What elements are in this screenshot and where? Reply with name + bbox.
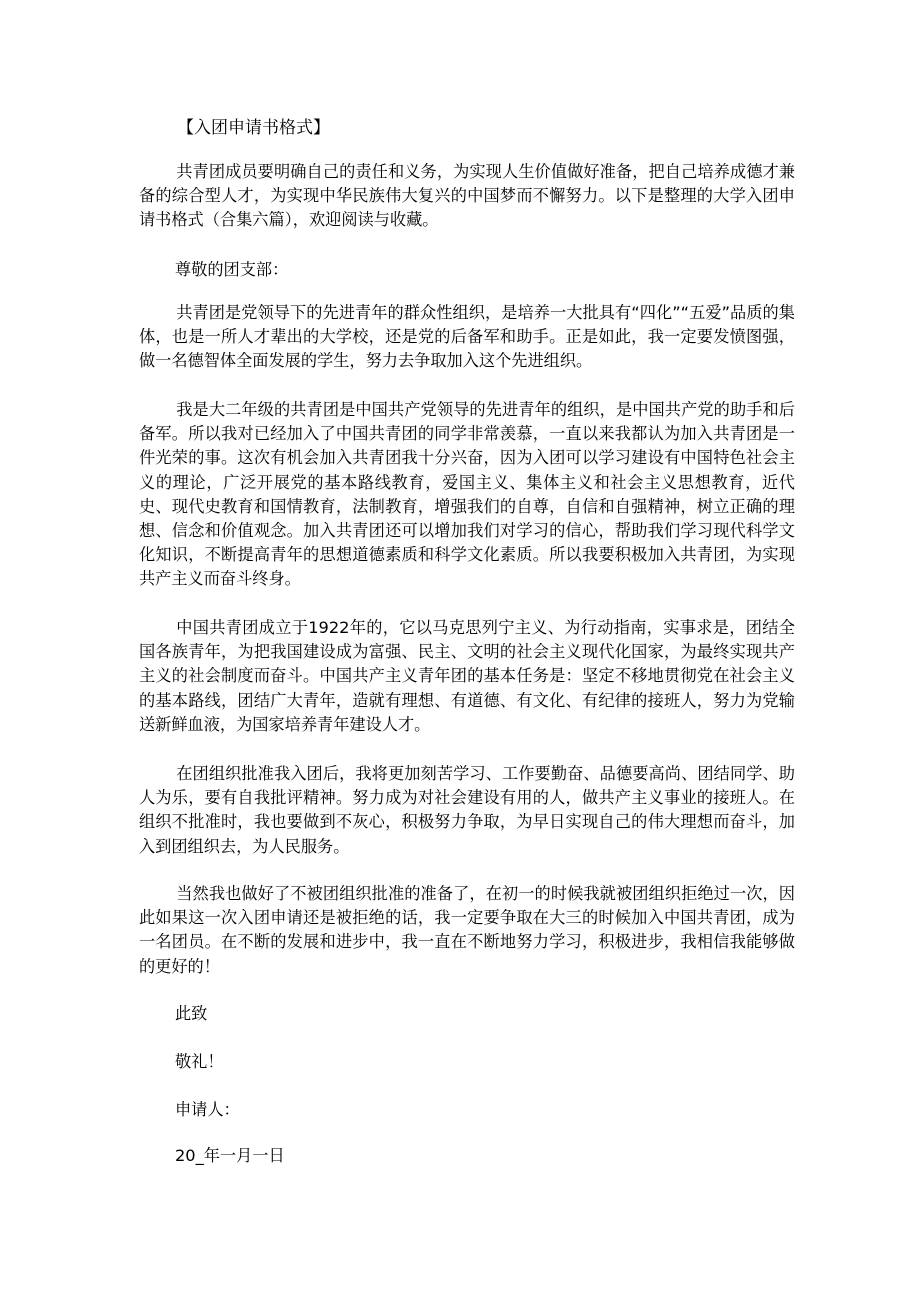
regards-line: 敬礼！ bbox=[175, 1052, 224, 1071]
applicant-line: 申请人： bbox=[175, 1100, 240, 1119]
body-paragraph-2: 我是大二年级的共青团是中国共产党领导的先进青年的组织，是中国共产党的助手和后备军。所以我对已经加入了中国共青团的同学非常羡慕，一直以来我都认为加入共青团是一件光荣的事。这次有机会加入共青团我十分兴奋，因为入团可以学习建设有中国特色社会主义的理论，广泛开展党的基本路线教育，爱国主义、集体主义和社会主义思想教育，近代史、现代史教育和国情教育，法制教育，增强我们的自尊，自信和自强精神，树立正确的理想、信念和价值观念。加入共青团还可以增加我们对学习的信心，帮助我们学习现代科学文化知识，不断提高青年的思想道德素质和科学文化素质。所以我要积极加入共青团，为实现共产主义而奋斗终身。 bbox=[139, 400, 795, 589]
body-paragraph-1: 共青团是党领导下的先进青年的群众性组织，是培养一大批具有“四化”“五爱”品质的集体，也是一所人才辈出的大学校，还是党的后备军和助手。正是如此，我一定要发愤图强，做一名德智体全面发展的学生，努力去争取加入这个先进组织。 bbox=[139, 303, 795, 371]
salutation: 尊敬的团支部： bbox=[175, 260, 289, 279]
date-line: 20_年一月一日 bbox=[175, 1146, 285, 1165]
document-title: 【入团申请书格式】 bbox=[177, 118, 330, 138]
intro-paragraph: 共青团成员要明确自己的责任和义务，为实现人生价值做好准备，把自己培养成德才兼备的综合型人才，为实现中华民族伟大复兴的中国梦而不懈努力。以下是整理的大学入团申请书格式（合集六篇），欢迎阅读与收藏。 bbox=[139, 162, 795, 230]
body-paragraph-4: 在团组织批准我入团后，我将更加刻苦学习、工作要勤奋、品德要高尚、团结同学、助人为乐，要有自我批评精神。努力成为对社会建设有用的人，做共产主义事业的接班人。在组织不批准时，我也要做到不灰心，积极努力争取，为早日实现自己的伟大理想而奋斗，加入到团组织去，为人民服务。 bbox=[139, 764, 795, 856]
closing-line: 此致 bbox=[175, 1004, 208, 1023]
body-paragraph-3: 中国共青团成立于1922年的，它以马克思列宁主义、为行动指南，实事求是，团结全国各族青年，为把我国建设成为富强、民主、文明的社会主义现代化国家，为最终实现共产主义的社会制度而奋斗。中国共产主义青年团的基本任务是：坚定不移地贯彻党在社会主义的基本路线，团结广大青年，造就有理想、有道德、有文化、有纪律的接班人，努力为党输送新鲜血液，为国家培养青年建设人才。 bbox=[139, 618, 795, 734]
body-paragraph-5: 当然我也做好了不被团组织批准的准备了，在初一的时候我就被团组织拒绝过一次，因此如果这一次入团申请还是被拒绝的话，我一定要争取在大三的时候加入中国共青团，成为一名团员。在不断的发展和进步中，我一直在不断地努力学习，积极进步，我相信我能够做的更好的！ bbox=[139, 884, 795, 976]
